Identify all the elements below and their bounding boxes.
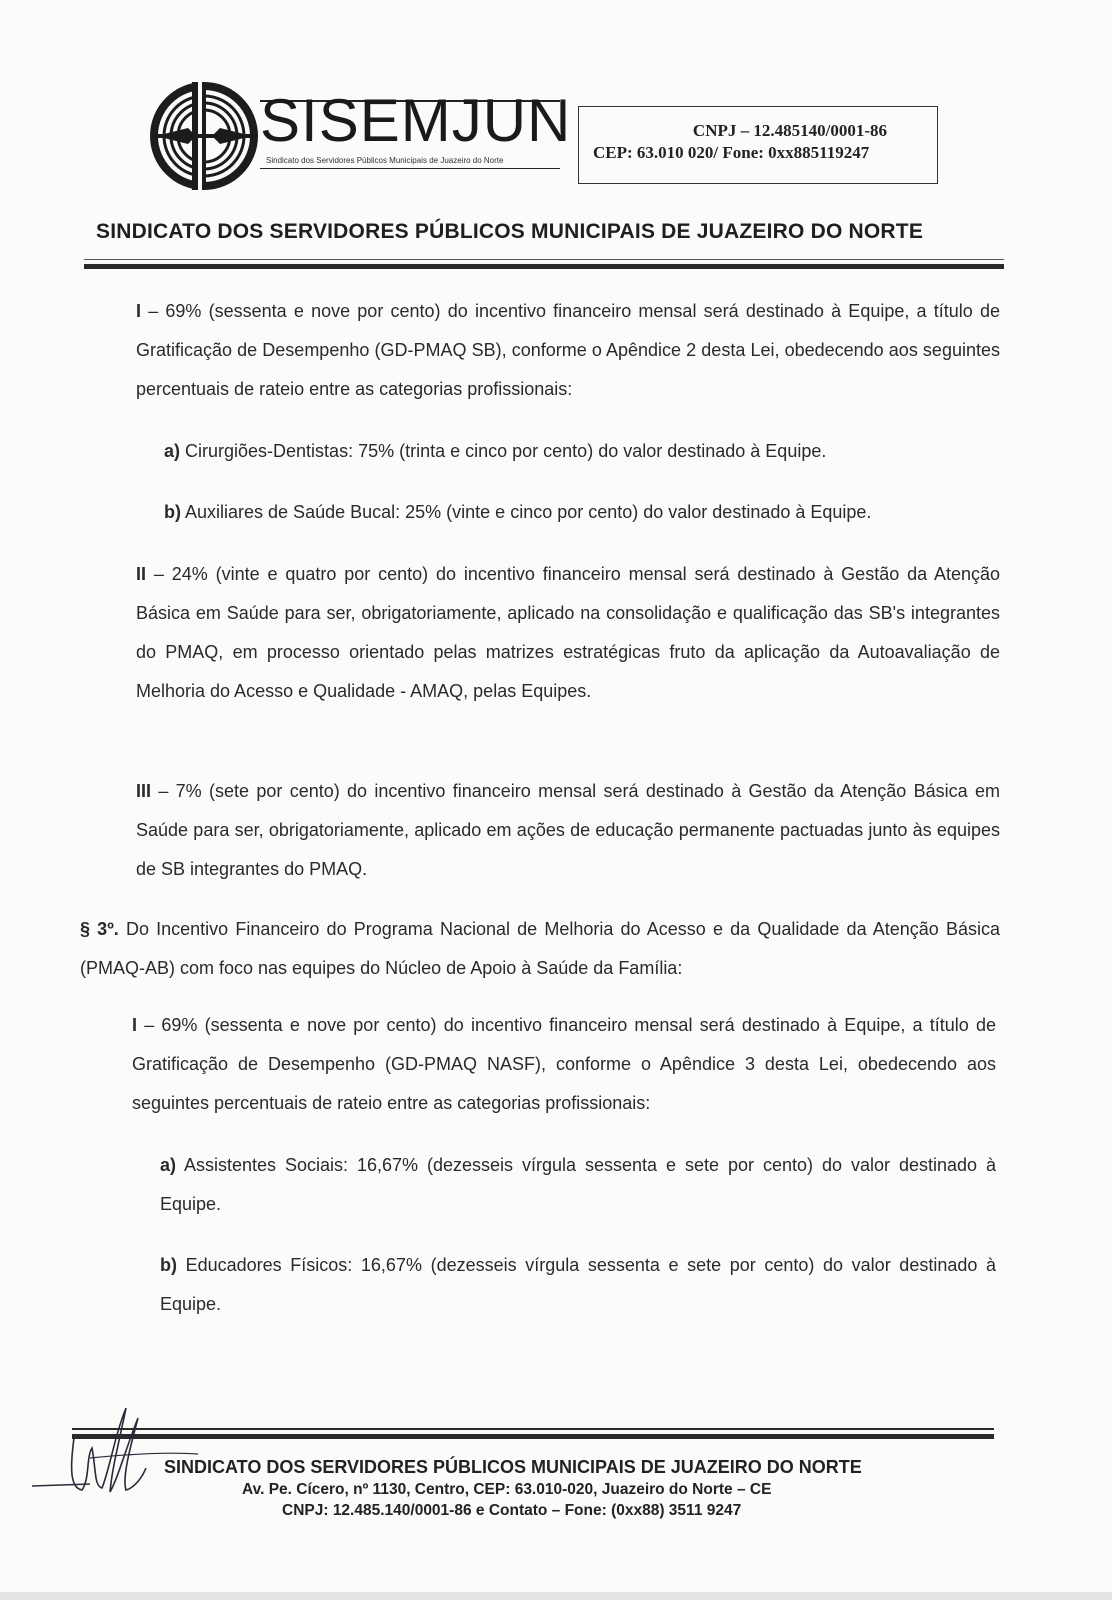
subitem-a-social-workers — [160, 1146, 996, 1224]
item-label: b) — [160, 1255, 177, 1275]
section-label: § 3º. — [80, 919, 119, 939]
item-label: a) — [160, 1155, 177, 1175]
footer-contact: CNPJ: 12.485.140/0001-86 e Contato – Fone: (0xx88) 3511 9247 — [282, 1502, 742, 1519]
paragraph-ii-sb — [136, 555, 1000, 711]
header-divider — [84, 264, 1004, 269]
logo-emblem-icon — [148, 80, 260, 192]
item-label: I — [136, 301, 142, 321]
paragraph-i-sb — [136, 292, 1000, 409]
footer-org-name: SINDICATO DOS SERVIDORES PÚBLICOS MUNICIPAIS DE JUAZEIRO DO NORTE — [164, 1457, 862, 1477]
item-text: – 69% (sessenta e nove por cento) do incentivo financeiro mensal será destinado à Equipe, a título de Gratificação de Desempenho (GD-PMAQ NASF), conforme o Apêndice 3 desta Lei, obedecendo aos seguintes percentuais de rateio entre as categorias profissionais: — [132, 1015, 996, 1113]
footer-divider — [72, 1434, 994, 1439]
logo-bottom-rule — [260, 168, 560, 169]
footer-address: Av. Pe. Cícero, nº 1130, Centro, CEP: 63.010-020, Juazeiro do Norte – CE — [242, 1481, 772, 1498]
item-text: – 69% (sessenta e nove por cento) do incentivo financeiro mensal será destinado à Equipe, a título de Gratificação de Desempenho (GD-PMAQ SB), conforme o Apêndice 2 desta Lei, obedecendo aos seguintes percentuais de rateio entre as categorias profissionais: — [136, 301, 1000, 399]
item-text: Educadores Físicos: 16,67% (dezesseis vírgula sessenta e sete por cento) do valor destinado à Equipe. — [160, 1255, 996, 1314]
header-divider-thin — [84, 259, 1004, 260]
logo-wordmark: SISEMJUN — [260, 87, 572, 154]
sisemjun-logo — [148, 80, 572, 192]
footer-divider-thin — [72, 1428, 994, 1430]
paragraph-i-nasf — [132, 1006, 996, 1123]
subitem-b-assistants — [164, 493, 994, 532]
cep-line: CEP: 63.010 020/ Fone: 0xx885119247 — [593, 143, 870, 162]
section-3-heading — [80, 910, 1000, 988]
cnpj-box — [578, 106, 938, 184]
item-text: Assistentes Sociais: 16,67% (dezesseis vírgula sessenta e sete por cento) do valor destinado à Equipe. — [160, 1155, 996, 1214]
scan-edge — [0, 1592, 1112, 1600]
subitem-b-physical-educators — [160, 1246, 996, 1324]
item-text: – 7% (sete por cento) do incentivo financeiro mensal será destinado à Gestão da Atenção Básica em Saúde para ser, obrigatoriamente, aplicado em ações de educação permanente pactuadas junto às equipes de SB integrantes do PMAQ. — [136, 781, 1000, 879]
logo-subtitle: Sindicato dos Servidores Públicos Municipais de Juazeiro do Norte — [266, 156, 504, 165]
cnpj-line: CNPJ – 12.485140/0001-86 — [692, 121, 887, 140]
item-label: b) — [164, 502, 181, 522]
item-label: II — [136, 564, 147, 584]
item-text: – 24% (vinte e quatro por cento) do incentivo financeiro mensal será destinado à Gestão da Atenção Básica em Saúde para ser, obrigatoriamente, aplicado na consolidação e qualificação das SB's integrantes do PMAQ, em processo orientado pelas matrizes estratégicas fruto da aplicação da Autoavaliação de Melhoria do Acesso e Qualidade - AMAQ, pelas Equipes. — [136, 564, 1000, 701]
item-text: Auxiliares de Saúde Bucal: 25% (vinte e cinco por cento) do valor destinado à Equipe. — [181, 502, 872, 522]
item-label: I — [132, 1015, 138, 1035]
subitem-a-dentists — [164, 432, 994, 471]
item-label: a) — [164, 441, 181, 461]
document-title: SINDICATO DOS SERVIDORES PÚBLICOS MUNICIPAIS DE JUAZEIRO DO NORTE — [96, 220, 924, 243]
section-text: Do Incentivo Financeiro do Programa Nacional de Melhoria do Acesso e da Qualidade da Atenção Básica (PMAQ-AB) com foco nas equipes do Núcleo de Apoio à Saúde da Família: — [80, 919, 1000, 978]
paragraph-iii-sb — [136, 772, 1000, 889]
item-label: III — [136, 781, 152, 801]
item-text: Cirurgiões-Dentistas: 75% (trinta e cinco por cento) do valor destinado à Equipe. — [180, 441, 827, 461]
